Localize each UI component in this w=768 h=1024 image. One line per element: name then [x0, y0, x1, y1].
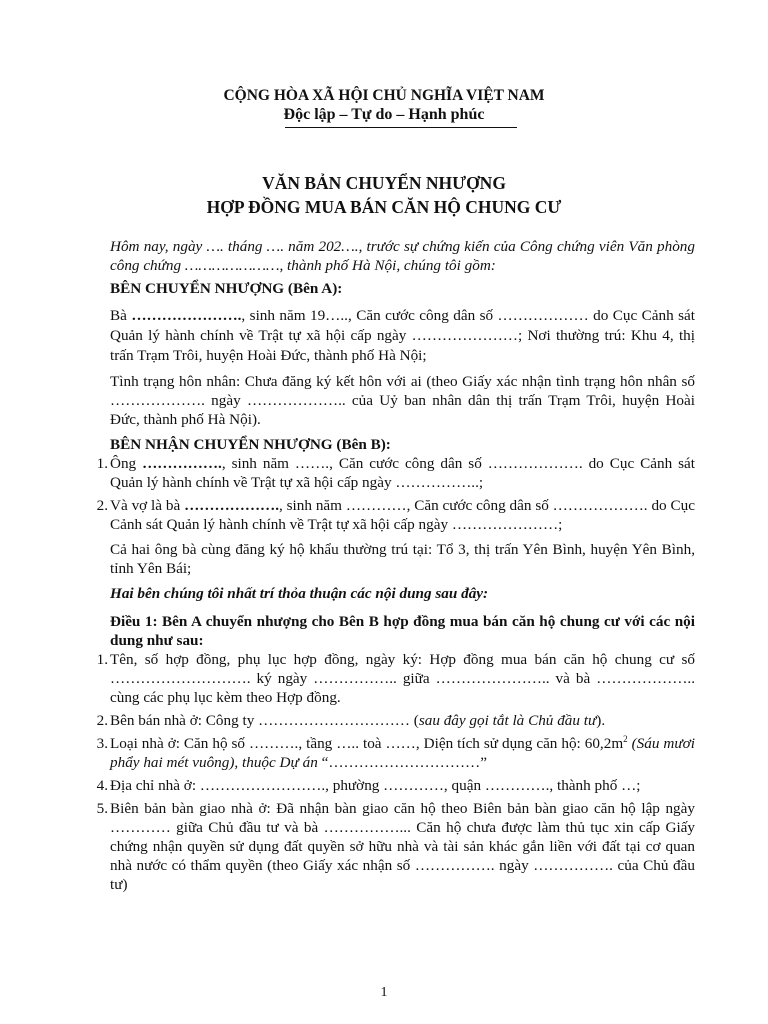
document-body: [96, 237, 696, 894]
agreement-statement: Hai bên chúng tôi nhất trí thỏa thuận các nội dung sau đây:: [110, 585, 489, 602]
party-b-residence: Cả hai ông bà cùng đăng ký hộ khẩu thường trú tại: Tổ 3, thị trấn Yên Bình, huyện Yên Bình, tỉnh Yên Bái;: [110, 541, 695, 577]
party-a-details: , sinh năm 19….., Căn cước công dân số ……………… do Cục Cảnh sát Quản lý hành chính về Trật tự xã hội cấp ngày …………………; Nơi thường trú: Khu 4, thị trấn Trạm Trôi, huyện Hoài Đức, thành phố Hà Nội;: [110, 307, 695, 364]
list-number: 1.: [96, 651, 108, 668]
list-item-italic-text: sau đây gọi tắt là Chủ đầu tư: [418, 712, 597, 729]
party-a-heading: BÊN CHUYỂN NHƯỢNG (Bên A):: [110, 280, 343, 297]
list-item: [96, 733, 695, 772]
party-b-list: [96, 454, 696, 534]
superscript-2: 2: [623, 733, 628, 744]
party-a-identity: [110, 306, 695, 366]
page-number: 1: [380, 985, 388, 1000]
national-title: CỘNG HÒA XÃ HỘI CHỦ NGHĨA VIỆT NAM: [223, 87, 545, 104]
list-item-text: Loại nhà ở: Căn hộ số ………., tầng ….. toà ……, Diện tích sử dụng căn hộ: 60,2m: [110, 735, 624, 752]
party-b-member-prefix: Và vợ là bà: [110, 497, 185, 514]
list-item-text: Địa chỉ nhà ở: ……………………., phường …………, quận …………., thành phố …;: [110, 777, 641, 794]
party-b-member-name: ……………….: [184, 497, 279, 514]
list-item-text: Bên bán nhà ở: Công ty ………………………… (: [110, 712, 419, 729]
list-item: [96, 650, 695, 707]
list-number: 2.: [96, 497, 108, 514]
party-a-name: ………………….: [131, 307, 242, 324]
document-title-line2: HỢP ĐỒNG MUA BÁN CĂN HỘ CHUNG CƯ: [206, 197, 562, 217]
list-item-text-end: ).: [596, 712, 606, 729]
list-item: [96, 454, 696, 492]
list-item: [96, 799, 695, 894]
party-b-member-prefix: Ông: [110, 455, 143, 472]
list-item: [96, 776, 695, 795]
party-a-marital-status: Tình trạng hôn nhân: Chưa đăng ký kết hôn với ai (theo Giấy xác nhận tình trạng hôn nhân số ………………. ngày ……………….. của Uỷ ban nhân dân thị trấn Trạm Trôi, huyện Hoài Đức, thành phố Hà Nội).: [110, 373, 695, 428]
party-b-member-details: , sinh năm …………, Căn cước công dân số ………………. do Cục Cảnh sát Quản lý hành chính về Trật tự xã hội cấp ngày …………………;: [110, 497, 695, 533]
document-title-line1: VĂN BẢN CHUYỂN NHƯỢNG: [262, 173, 506, 193]
list-number: 4.: [96, 777, 108, 794]
party-b-heading: BÊN NHẬN CHUYỂN NHƯỢNG (Bên B):: [110, 436, 391, 453]
list-number: 5.: [96, 800, 108, 817]
list-number: 1.: [96, 455, 108, 472]
list-item-text: Tên, số hợp đồng, phụ lục hợp đồng, ngày ký: Hợp đồng mua bán căn hộ chung cư số ………………………. ký ngày …………….. giữa ………………….. và bà ……………….. cùng các phụ lục kèm theo Hợp đồng.: [110, 651, 695, 706]
article-1-list: [96, 650, 695, 894]
national-motto: Độc lập – Tự do – Hạnh phúc: [283, 106, 485, 123]
party-b-member-details: , sinh năm ……., Căn cước công dân số ………………. do Cục Cảnh sát Quản lý hành chính về Trật tự xã hội cấp ngày ……………..;: [110, 455, 696, 491]
list-number: 3.: [96, 735, 108, 752]
motto-underline: [285, 127, 517, 128]
party-a-prefix: Bà: [110, 307, 132, 324]
list-item: [96, 711, 695, 730]
list-number: 2.: [96, 712, 108, 729]
list-item-text-end: “…………………………”: [317, 754, 487, 771]
intro-paragraph: Hôm nay, ngày …. tháng …. năm 202…., trước sự chứng kiến của Công chứng viên Văn phòng công chứng …………………, thành phố Hà Nội, chúng tôi gồm:: [110, 238, 695, 274]
list-item: [96, 496, 695, 534]
list-item-italic-text: (Sáu mươi phẩy hai mét vuông), thuộc Dự án: [110, 735, 695, 771]
party-b-member-name: …………….: [142, 455, 222, 472]
list-item-text: Biên bản bàn giao nhà ở: Đã nhận bàn giao căn hộ theo Biên bản bàn giao căn hộ lập ngày ………… giữa Chủ đầu tư và bà ……………... Căn hộ chưa được làm thủ tục xin cấp Giấy chứng nhận quyền sử dụng đất quyền sở hữu nhà và tài sản khác gắn liền với đất tại cơ quan nhà nước có thẩm quyền (theo Giấy xác nhận số ……………. ngày ……………. của Chủ đầu tư): [110, 800, 695, 893]
article-1-heading: Điều 1: Bên A chuyển nhượng cho Bên B hợp đồng mua bán căn hộ chung cư với các nội dung như sau:: [110, 613, 695, 649]
